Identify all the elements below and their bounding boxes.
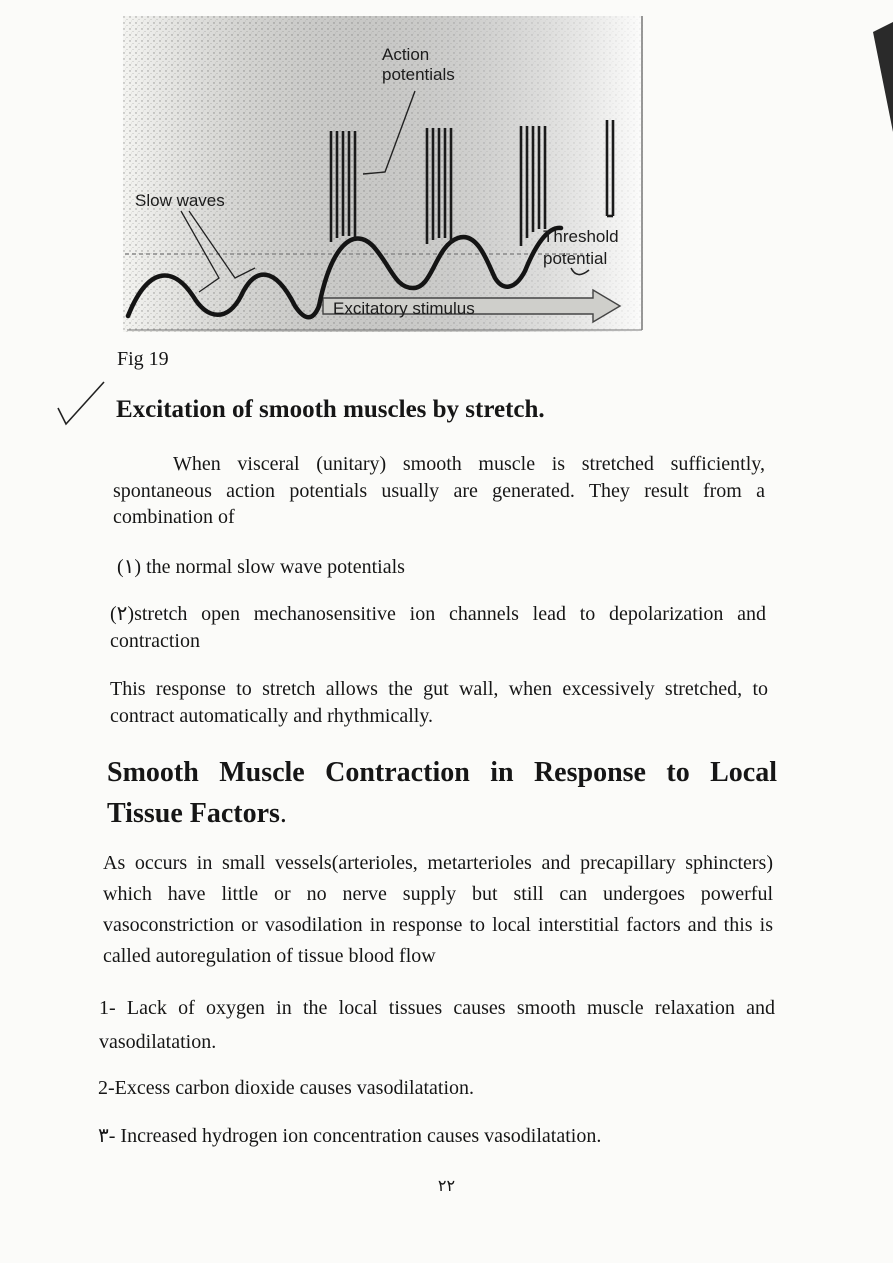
section2-item1: 1- Lack of oxygen in the local tissues causes smooth muscle relaxation and vasodilatation. [99, 997, 775, 1053]
figure-caption: Fig 19 [117, 348, 169, 370]
threshold-label-line2: potential [543, 249, 608, 268]
section2-title-main: Smooth Muscle Contraction in Response to Local Tissue Factors [107, 757, 777, 829]
section2-intro: As occurs in small vessels(arterioles, metarterioles and precapillary sphincters) which have little or no nerve supply but still can undergoes powerful vasoconstriction or vasodilation in response to local interstitial factors and this is called autoregulation of tissue blood flow [103, 852, 773, 967]
section1-conclusion: This response to stretch allows the gut wall, when excessively stretched, to contract automatically and rhythmically. [110, 678, 768, 727]
section1-title: Excitation of smooth muscles by stretch. [116, 396, 545, 423]
page-number: ٢٢ [437, 1178, 456, 1195]
section2-item3: ٣- Increased hydrogen ion concentration causes vasodilatation. [98, 1125, 602, 1147]
section2-item2: 2-Excess carbon dioxide causes vasodilatation. [98, 1077, 474, 1099]
page-edge-shadow [873, 22, 893, 132]
section1-item2: (٢)stretch open mechanosensitive ion channels lead to depolarization and contraction [110, 603, 766, 652]
check-mark-icon [56, 378, 106, 428]
section2-title-end: . [279, 798, 287, 829]
excitatory-stimulus-label: Excitatory stimulus [333, 299, 475, 318]
threshold-label-line1: Threshold [543, 227, 619, 246]
section1-item1: (١) the normal slow wave potentials [117, 556, 405, 578]
slow-waves-label: Slow waves [135, 191, 225, 210]
section2-title [107, 752, 777, 834]
section1-intro: When visceral (unitary) smooth muscle is stretched sufficiently, spontaneous action potentials usually are generated. They result from a combination of [113, 453, 765, 528]
action-potentials-label-line1: Action [382, 45, 430, 64]
figure-slow-waves [123, 16, 643, 332]
action-potentials-label-line2: potentials [382, 65, 455, 84]
